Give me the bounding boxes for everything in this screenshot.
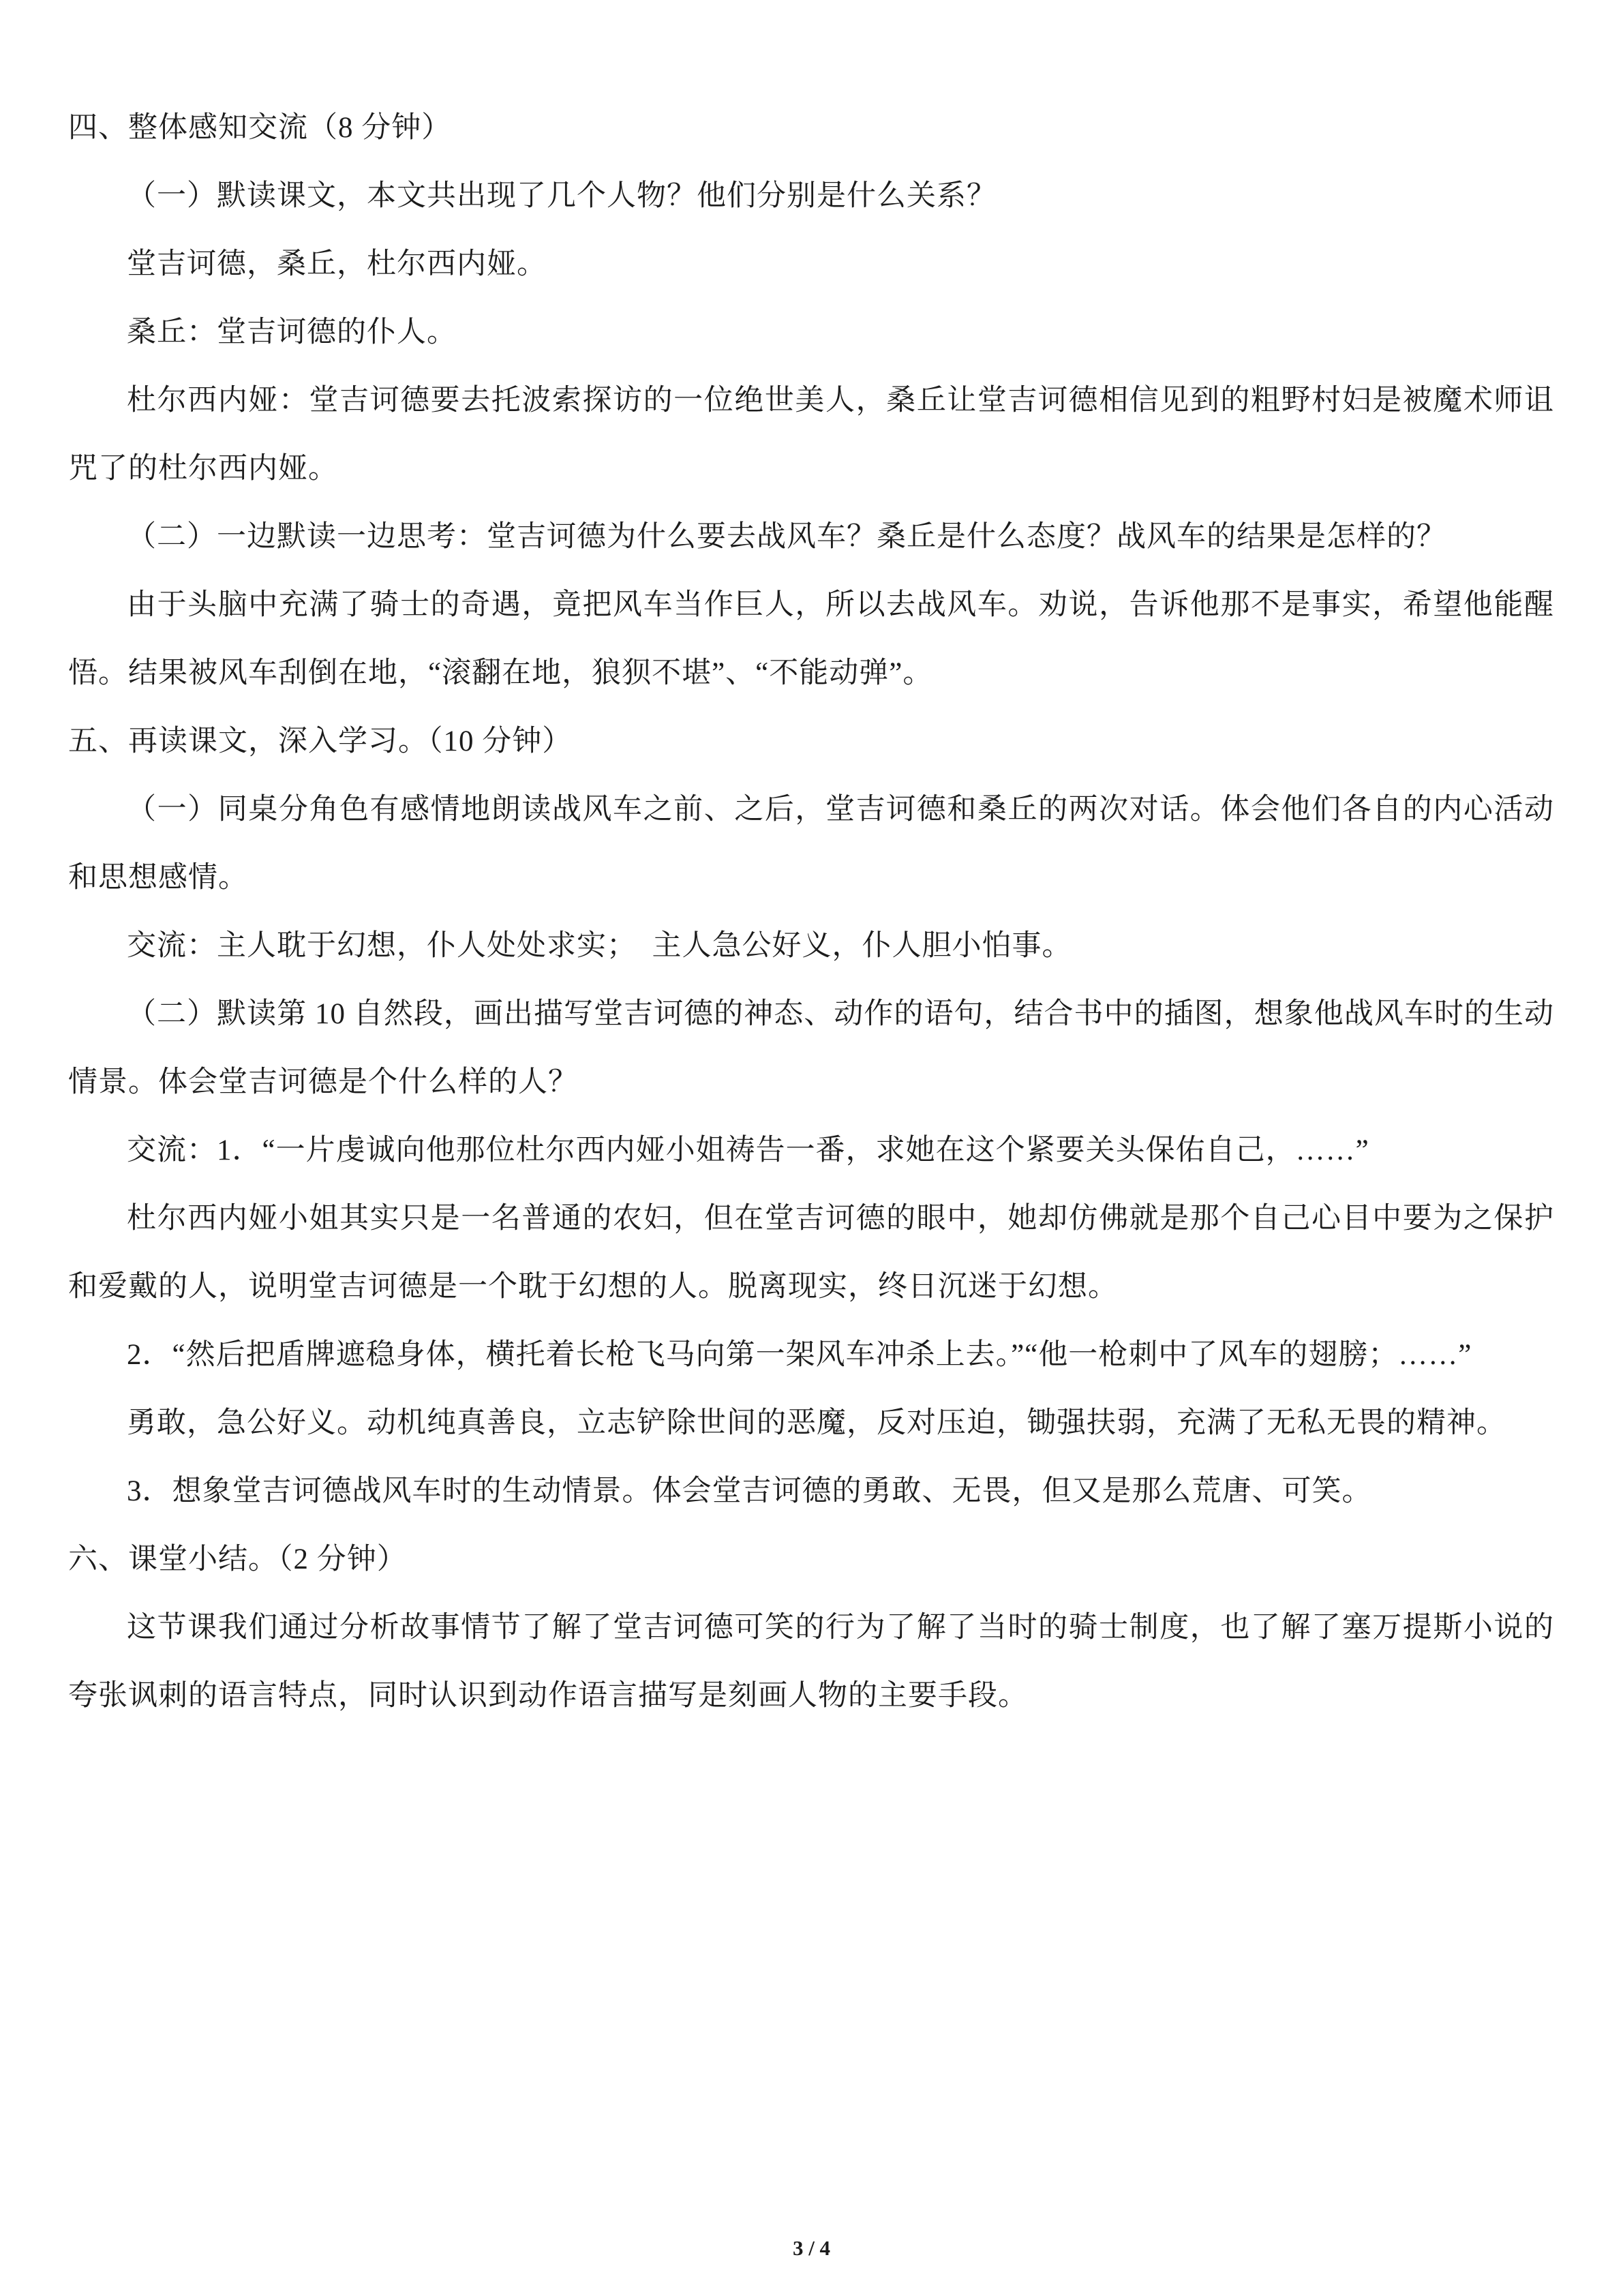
paragraph: （一）同桌分角色有感情地朗读战风车之前、之后，堂吉诃德和桑丘的两次对话。体会他们各自的内心活动和思想感情。 [68,794,1554,894]
section-heading: 六、课堂小结。（2 分钟） [68,1543,407,1575]
section-heading: 四、整体感知交流（8 分钟） [68,112,452,144]
paragraph: 交流：1．“一片虔诚向他那位杜尔西内娅小姐祷告一番，求她在这个紧要关头保佑自己，……” [127,1134,1369,1166]
paragraph: 堂吉诃德，桑丘，杜尔西内娅。 [127,248,547,280]
paragraph: 杜尔西内娅小姐其实只是一名普通的农妇，但在堂吉诃德的眼中，她却仿佛就是那个自己心目中要为之保护和爱戴的人，说明堂吉诃德是一个耽于幻想的人。脱离现实，终日沉迷于幻想。 [68,1203,1554,1303]
paragraph: 桑丘：堂吉诃德的仆人。 [127,316,457,348]
paragraph: 杜尔西内娅：堂吉诃德要去托波索探访的一位绝世美人，桑丘让堂吉诃德相信见到的粗野村妇是被魔术师诅咒了的杜尔西内娅。 [68,384,1554,485]
document-body [68,94,1554,1730]
section-heading: 五、再读课文，深入学习。（10 分钟） [68,725,573,757]
paragraph: 交流：主人耽于幻想，仆人处处求实； 主人急公好义，仆人胆小怕事。 [127,930,1072,962]
paragraph: 由于头脑中充满了骑士的奇遇，竟把风车当作巨人，所以去战风车。劝说，告诉他那不是事实，希望他能醒悟。结果被风车刮倒在地，“滚翻在地，狼狈不堪”、“不能动弹”。 [68,589,1554,689]
paragraph: 勇敢，急公好义。动机纯真善良，立志铲除世间的恶魔，反对压迫，锄强扶弱，充满了无私无畏的精神。 [127,1407,1506,1439]
paragraph: 2．“然后把盾牌遮稳身体，横托着长枪飞马向第一架风车冲杀上去。”“他一枪刺中了风车的翅膀；……” [127,1339,1472,1371]
paragraph: （一）默读课文，本文共出现了几个人物？他们分别是什么关系？ [127,180,997,212]
page-number: 3 / 4 [792,2236,831,2260]
paragraph: 这节课我们通过分析故事情节了解了堂吉诃德可笑的行为了解了当时的骑士制度，也了解了塞万提斯小说的夸张讽刺的语言特点，同时认识到动作语言描写是刻画人物的主要手段。 [68,1612,1554,1712]
paragraph: （二）默读第 10 自然段，画出描写堂吉诃德的神态、动作的语句，结合书中的插图，想象他战风车时的生动情景。体会堂吉诃德是个什么样的人？ [68,998,1554,1098]
paragraph: 3．想象堂吉诃德战风车时的生动情景。体会堂吉诃德的勇敢、无畏，但又是那么荒唐、可笑。 [127,1475,1372,1507]
paragraph: （二）一边默读一边思考：堂吉诃德为什么要去战风车？桑丘是什么态度？战风车的结果是怎样的？ [127,521,1446,553]
